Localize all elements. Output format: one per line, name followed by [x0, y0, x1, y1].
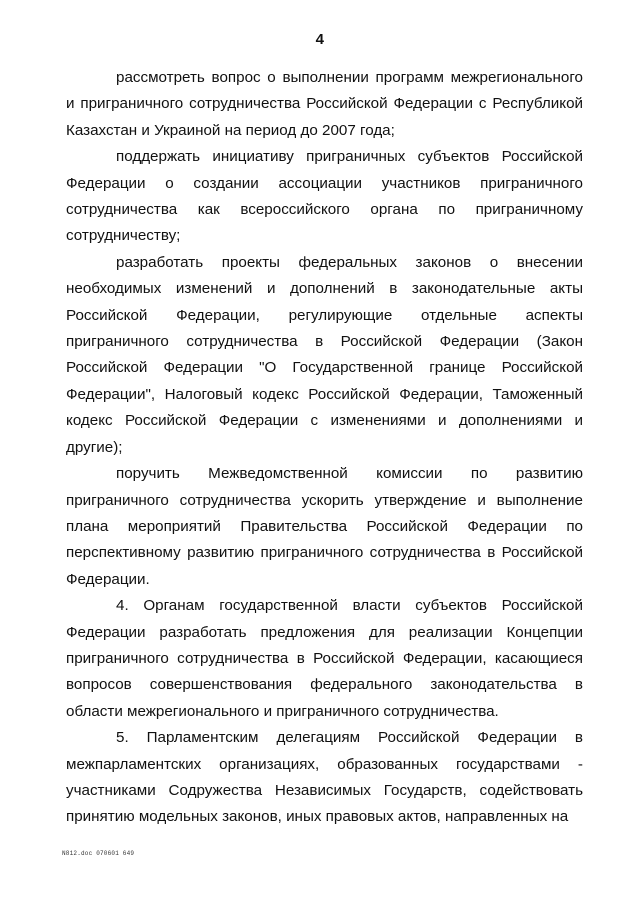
- paragraph-review-programs: рассмотреть вопрос о выполнении программ межрегионального и приграничного сотрудничества Российской Федерации с Республикой Казахстан и Украиной на период до 2007 года;: [66, 69, 583, 139]
- page-number: 4: [315, 31, 325, 48]
- paragraph-item-5: 5. Парламентским делегациям Российской Федерации в межпарламентских организациях, образованных государствами - участниками Содружества Независимых Государств, содействовать принятию модельных законов, иных правовых актов, направленных на: [66, 729, 583, 826]
- paragraph-support-initiative: поддержать инициативу приграничных субъектов Российской Федерации о создании ассоциации участников приграничного сотрудничества как всероссийского органа по приграничному сотрудничеству;: [66, 148, 583, 245]
- paragraph-instruct-commission: поручить Межведомственной комиссии по развитию приграничного сотрудничества ускорить утверждение и выполнение плана мероприятий Правительства Российской Федерации по перспективному развитию приграничного сотрудничества в Российской Федерации.: [66, 465, 583, 588]
- paragraph-draft-laws: разработать проекты федеральных законов о внесении необходимых изменений и дополнений в законодательные акты Российской Федерации, регулирующие отдельные аспекты приграничного сотрудничества в Российской Федерации (Закон Российской Федерации "О Государственной границе Российской Федерации", Налоговый кодекс Российской Федерации, Таможенный кодекс Российской Федерации с изменениями и дополнениями и другие);: [66, 253, 583, 456]
- document-body: [66, 65, 583, 831]
- paragraph-item-4: 4. Органам государственной власти субъектов Российской Федерации разработать предложения для реализации Концепции приграничного сотрудничества в Российской Федерации, касающиеся вопросов совершенствования федерального законодательства в области межрегионального и приграничного сотрудничества.: [66, 597, 583, 720]
- footer-document-code: N812.doc 070601 649: [62, 850, 135, 857]
